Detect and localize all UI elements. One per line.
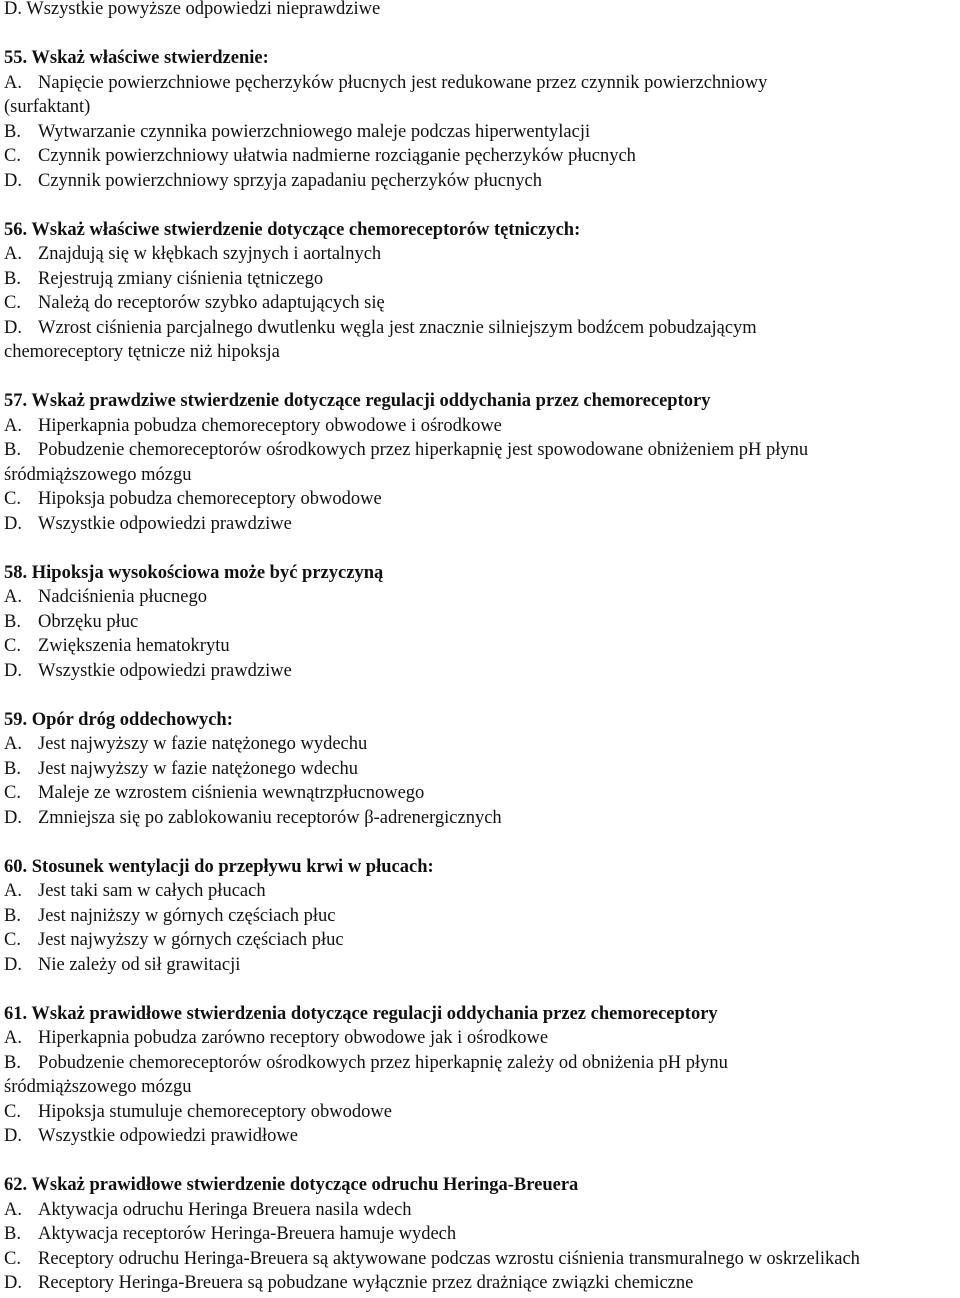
question-title: 57. Wskaż prawdziwe stwierdzenie dotyczące regulacji oddychania przez chemoreceptory [4,391,711,411]
option-letter: B. [4,611,21,632]
option-letter: C. [4,293,21,313]
option-text: Jest najwyższy w fazie natężonego wydechu [38,734,368,754]
answer-option [4,291,960,316]
question-spacer [4,536,960,561]
question-spacer [4,683,960,708]
option-letter: D. [4,660,22,681]
option-text: Wszystkie odpowiedzi prawidłowe [38,1126,298,1146]
option-text: Znajdują się w kłębkach szyjnych i aortalnych [38,244,382,264]
answer-option [4,1124,960,1149]
answer-option [4,71,960,96]
question-block [4,46,960,193]
option-letter: C. [4,636,21,656]
answer-option [4,1198,960,1223]
option-text: Aktywacja receptorów Heringa-Breuera hamuje wydech [38,1224,457,1244]
option-letter: C. [4,930,21,950]
option-text: Zmniejsza się po zablokowaniu receptorów β-adrenergicznych [38,807,502,828]
question-block [4,1002,960,1149]
answer-option [4,904,960,929]
option-letter: C. [4,783,21,803]
answer-option [4,487,960,512]
option-letter: A. [4,881,22,901]
question-spacer [4,193,960,218]
option-text-continuation: śródmiąższowego mózgu [4,464,192,485]
question-title: 58. Hipoksja wysokościowa może być przyczyną [4,562,384,583]
option-letter: C. [4,1101,21,1122]
option-text: Jest najwyższy w górnych częściach płuc [38,930,344,950]
option-letter: A. [4,415,22,436]
question-title: 55. Wskaż właściwe stwierdzenie: [4,48,269,68]
option-text: Hiperkapnia pobudza chemoreceptory obwodowe i ośrodkowe [38,415,502,436]
option-text: Napięcie powierzchniowe pęcherzyków płucnych jest redukowane przez czynnik powierzchniowy [38,72,768,93]
option-letter: D. [4,807,22,828]
answer-option [4,242,960,267]
option-letter: A. [4,734,22,754]
answer-option [4,610,960,635]
option-text: Wzrost ciśnienia parcjalnego dwutlenku węgla jest znacznie silniejszym bodźcem pobudzającym [38,317,757,338]
option-text: Jest najwyższy w fazie natężonego wdechu [38,758,359,779]
answer-option [4,512,960,537]
question-block [4,389,960,536]
option-letter: D. [4,513,22,534]
answer-option [4,953,960,978]
option-letter: C. [4,146,21,166]
question-title: 60. Stosunek wentylacji do przepływu krwi w płucach: [4,856,434,877]
option-text: Należą do receptorów szybko adaptujących się [38,293,385,313]
answer-option [4,806,960,831]
option-letter: A. [4,587,22,607]
question-block [4,855,960,978]
option-letter: D. [4,1273,22,1293]
answer-option [4,879,960,904]
answer-option [4,659,960,684]
answer-option [4,928,960,953]
question-spacer [4,1149,960,1174]
option-text: Obrzęku płuc [38,611,139,632]
intro-answer-line: D. Wszystkie powyższe odpowiedzi nieprawdziwe [4,0,381,19]
option-text: Maleje ze wzrostem ciśnienia wewnątrzpłucnowego [38,783,425,803]
question-spacer [4,830,960,855]
answer-option [4,1026,960,1051]
answer-option [4,414,960,439]
answer-option [4,634,960,659]
option-letter: B. [4,1224,21,1244]
option-letter: B. [4,905,21,926]
answer-option [4,1051,960,1076]
option-text: Hiperkapnia pobudza zarówno receptory obwodowe jak i ośrodkowe [38,1028,549,1048]
answer-option [4,169,960,194]
question-title: 56. Wskaż właściwe stwierdzenie dotyczące chemoreceptorów tętniczych: [4,219,581,240]
question-block [4,561,960,684]
question-list [4,22,960,1296]
option-text: Nie zależy od sił grawitacji [38,954,241,975]
question-spacer [4,977,960,1002]
option-letter: A. [4,244,22,264]
answer-option [4,585,960,610]
option-letter: A. [4,1199,22,1220]
question-block [4,218,960,365]
question-title: 62. Wskaż prawidłowe stwierdzenie dotyczące odruchu Heringa-Breuera [4,1175,579,1195]
option-letter: B. [4,121,21,142]
option-letter: B. [4,440,21,460]
answer-option [4,120,960,145]
answer-option [4,1271,960,1296]
question-title: 61. Wskaż prawidłowe stwierdzenia dotyczące regulacji oddychania przez chemoreceptory [4,1003,718,1024]
option-text-continuation: śródmiąższowego mózgu [4,1077,192,1097]
option-letter: A. [4,1028,22,1048]
option-letter: D. [4,1126,22,1146]
option-text-continuation: (surfaktant) [4,97,91,117]
option-letter: B. [4,758,21,779]
question-title: 59. Opór dróg oddechowych: [4,709,233,730]
option-text: Hipoksja stumuluje chemoreceptory obwodowe [38,1101,392,1122]
quiz-document [4,0,960,1296]
option-text: Wytwarzanie czynnika powierzchniowego maleje podczas hiperwentylacji [38,121,591,142]
answer-option [4,316,960,341]
option-text: Hipoksja pobudza chemoreceptory obwodowe [38,489,382,509]
option-text: Pobudzenie chemoreceptorów ośrodkowych przez hiperkapnię jest spowodowane obniżeniem pH płynu [38,440,809,460]
option-text: Receptory Heringa-Breuera są pobudzane wyłącznie przez drażniące związki chemiczne [38,1273,694,1293]
option-letter: B. [4,1052,21,1073]
option-text: Aktywacja odruchu Heringa Breuera nasila wdech [38,1199,412,1220]
option-text: Czynnik powierzchniowy ułatwia nadmierne rozciąganie pęcherzyków płucnych [38,146,636,166]
option-letter: C. [4,489,21,509]
option-letter: A. [4,72,22,93]
option-text: Czynnik powierzchniowy sprzyja zapadaniu pęcherzyków płucnych [38,170,542,191]
option-text: Wszystkie odpowiedzi prawdziwe [38,513,292,534]
question-block [4,708,960,831]
option-text: Nadciśnienia płucnego [38,587,208,607]
option-text: Receptory odruchu Heringa-Breuera są aktywowane podczas wzrostu ciśnienia transmuralnego w oskrzelikach [38,1248,860,1269]
answer-option [4,438,960,463]
answer-option [4,1222,960,1247]
answer-option [4,757,960,782]
question-spacer [4,22,960,47]
option-text: Pobudzenie chemoreceptorów ośrodkowych przez hiperkapnię zależy od obniżenia pH płynu [38,1052,728,1073]
option-letter: D. [4,170,22,191]
answer-option [4,1100,960,1125]
option-text: Zwiększenia hematokrytu [38,636,230,656]
option-letter: D. [4,317,22,338]
option-text: Jest najniższy w górnych częściach płuc [38,905,336,926]
question-block [4,1173,960,1296]
option-text: Wszystkie odpowiedzi prawdziwe [38,660,292,681]
answer-option [4,781,960,806]
option-text: Rejestrują zmiany ciśnienia tętniczego [38,268,324,289]
question-spacer [4,365,960,390]
option-letter: D. [4,954,22,975]
option-letter: C. [4,1248,21,1269]
option-text: Jest taki sam w całych płucach [38,881,266,901]
answer-option [4,144,960,169]
option-text-continuation: chemoreceptory tętnicze niż hipoksja [4,342,280,362]
answer-option [4,732,960,757]
answer-option [4,1247,960,1272]
answer-option [4,267,960,292]
option-letter: B. [4,268,21,289]
